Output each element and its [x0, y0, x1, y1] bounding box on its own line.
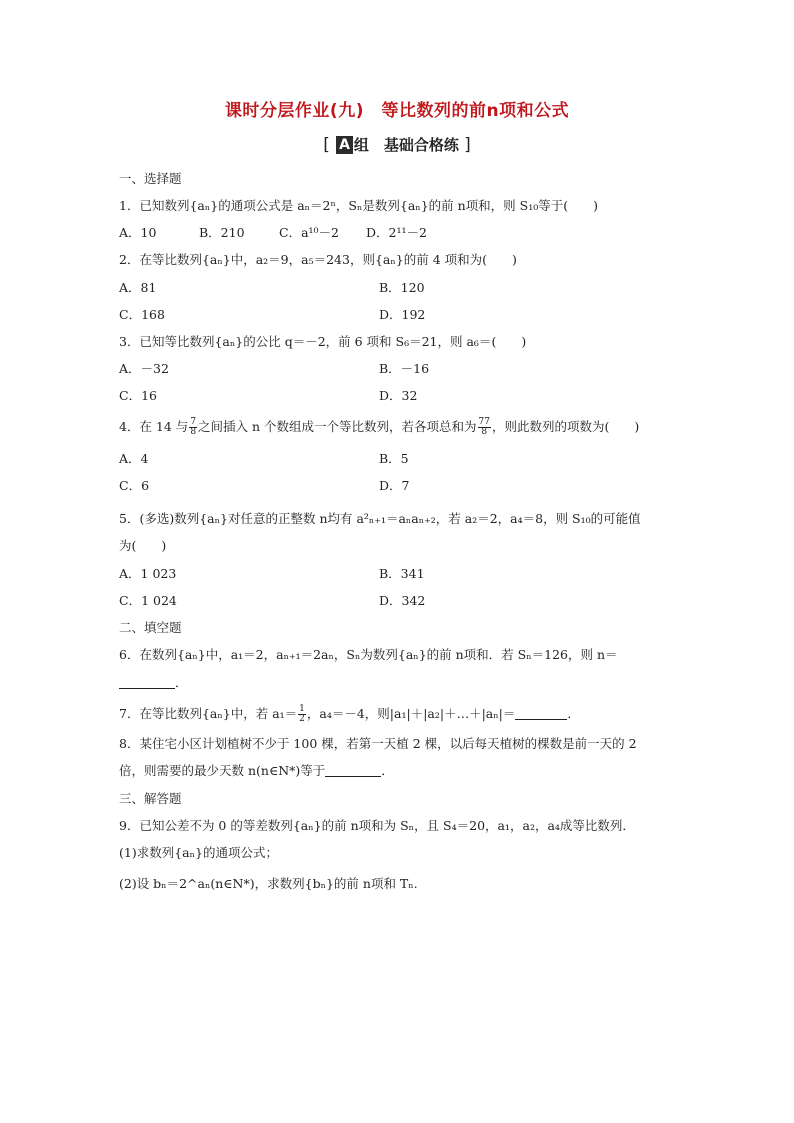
question-5-stem-line-2: 为( ) [119, 538, 167, 553]
question-5-stem-line-1: 5．(多选)数列{aₙ}对任意的正整数 n均有 a²ₙ₊₁＝aₙaₙ₊₂，若 a₂＝2，a₄＝8，则 S₁₀的可能值 [119, 511, 641, 526]
question-7-stem-part-b: ，a₄＝－4，则|a₁|＋|a₂|＋…＋|aₙ|＝ [306, 706, 516, 721]
question-4-fraction-2 [478, 418, 491, 437]
question-4-stem [119, 418, 639, 437]
question-4-option-d: D．7 [379, 478, 410, 493]
question-4-option-b: B．5 [379, 451, 409, 466]
fraction-denominator: 2 [299, 714, 305, 724]
question-3-stem: 3．已知等比数列{aₙ}的公比 q＝－2，前 6 项和 S₆＝21，则 a₆＝( ) [119, 334, 527, 349]
section-heading-answer: 三、解答题 [119, 791, 182, 806]
question-3-option-c: C．16 [119, 388, 157, 403]
page-title: 课时分层作业(九) 等比数列的前n项和公式 [224, 101, 570, 121]
fraction-denominator: 8 [190, 427, 197, 437]
question-7-end-mark: ． [567, 706, 580, 721]
section-heading-choice: 一、选择题 [119, 171, 182, 186]
question-5-option-a: A．1 023 [119, 566, 177, 581]
question-4-stem-part-c: ，则此数列的项数为( ) [492, 419, 640, 434]
question-8-answer-blank[interactable] [325, 764, 381, 777]
question-6-answer-blank[interactable] [119, 676, 175, 689]
question-4-stem-part-a: 4．在 14 与 [119, 419, 189, 434]
question-6-stem-line-2 [119, 674, 188, 692]
question-6-stem-line-1: 6．在数列{aₙ}中，a₁＝2，aₙ₊₁＝2aₙ，Sₙ为数列{aₙ}的前 n项和．若 Sₙ＝126，则 n＝ [119, 647, 618, 662]
question-1-stem: 1．已知数列{aₙ}的通项公式是 aₙ＝2ⁿ，Sₙ是数列{aₙ}的前 n项和，则 S₁₀等于( ) [119, 198, 598, 213]
question-1-option-b: B．210 [199, 225, 245, 240]
group-bracket-left: [ [323, 135, 330, 155]
question-2-stem: 2．在等比数列{aₙ}中，a₂＝9，a₅＝243，则{aₙ}的前 4 项和为( ) [119, 252, 517, 267]
group-bracket-right: ] [464, 135, 471, 155]
fraction-numerator: 7 [190, 417, 197, 427]
question-7-stem [119, 705, 580, 724]
section-heading-fill: 二、填空题 [119, 620, 182, 635]
question-3-option-a: A．－32 [119, 361, 169, 376]
question-4-stem-part-b: 之间插入 n 个数组成一个等比数列，若各项总和为 [198, 419, 477, 434]
question-1-option-c: C．a¹⁰－2 [279, 225, 339, 240]
question-8-stem-line-2 [119, 762, 394, 780]
question-3-option-d: D．32 [379, 388, 418, 403]
question-7-answer-blank[interactable] [515, 707, 567, 720]
group-label: 组 基础合格练 [353, 136, 459, 154]
fraction-denominator: 8 [481, 427, 488, 437]
question-9-part-2: (2)设 bₙ＝2^aₙ(n∈N*)，求数列{bₙ}的前 n项和 Tₙ. [119, 876, 418, 891]
question-2-option-b: B．120 [379, 280, 425, 295]
question-5-option-c: C．1 024 [119, 593, 177, 608]
group-letter-badge: A [336, 136, 353, 154]
question-7-fraction [298, 705, 306, 724]
question-2-option-d: D．192 [379, 307, 426, 322]
question-2-option-c: C．168 [119, 307, 165, 322]
question-4-fraction-1 [189, 418, 197, 437]
question-1-option-a: A．10 [119, 225, 157, 240]
question-8-stem-part-a: 倍，则需要的最少天数 n(n∈N*)等于 [119, 763, 326, 778]
question-4-option-a: A．4 [119, 451, 149, 466]
question-8-end-mark: ． [381, 763, 394, 778]
fraction-numerator: 77 [478, 417, 490, 427]
question-5-option-d: D．342 [379, 593, 426, 608]
fraction-numerator: 1 [299, 704, 305, 714]
question-8-stem-line-1: 8．某住宅小区计划植树不少于 100 棵，若第一天植 2 棵，以后每天植树的棵数是前一天的 2 [119, 736, 637, 751]
question-9-part-1: (1)求数列{aₙ}的通项公式； [119, 845, 278, 860]
question-5-option-b: B．341 [379, 566, 425, 581]
question-4-option-c: C．6 [119, 478, 150, 493]
group-banner [0, 134, 794, 155]
question-7-stem-part-a: 7．在等比数列{aₙ}中，若 a₁＝ [119, 706, 298, 721]
question-6-end-mark: ． [175, 675, 188, 690]
question-9-stem: 9．已知公差不为 0 的等差数列{aₙ}的前 n项和为 Sₙ，且 S₄＝20，a₁，a₂，a₄成等比数列． [119, 818, 635, 833]
question-1-option-d: D．2¹¹－2 [366, 225, 427, 240]
question-3-option-b: B．－16 [379, 361, 430, 376]
question-2-option-a: A．81 [119, 280, 157, 295]
